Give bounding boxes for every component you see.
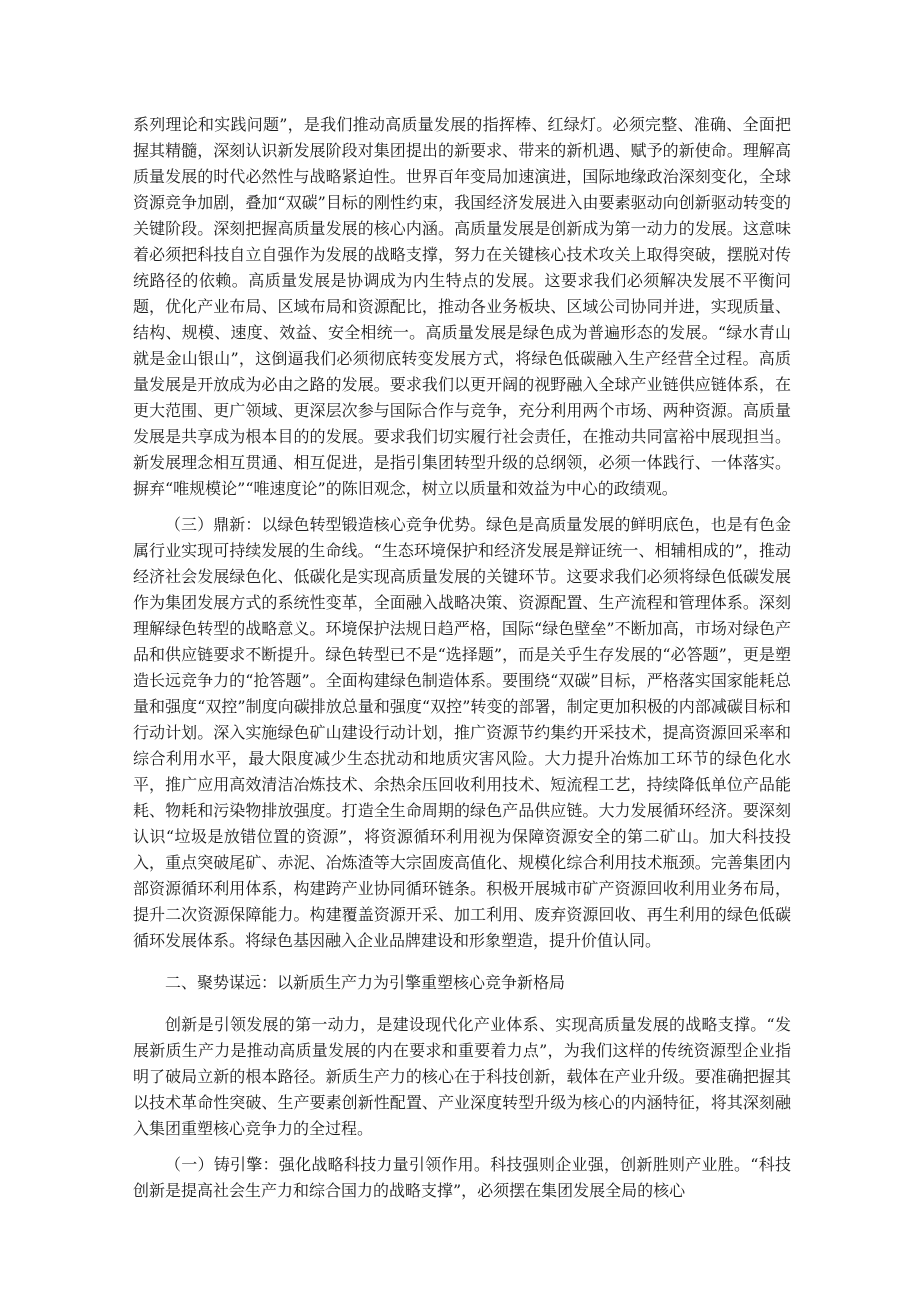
paragraph-tech-engine: （一）铸引擎：强化战略科技力量引领作用。科技强则企业强，创新胜则产业胜。“科技创新是提高社会生产力和综合国力的战略支撑”，必须摆在集团发展全局的核心 xyxy=(133,1155,791,1200)
paragraph-high-quality-development: 系列理论和实践问题”，是我们推动高质量发展的指挥棒、红绿灯。必须完整、准确、全面把握其精髓，深刻认识新发展阶段对集团提出的新要求、带来的新机遇、赋予的新使命。理解高质量发展的时代必然性与战略紧迫性。世界百年变局加速演进，国际地缘政治深刻变化，全球资源竞争加剧，叠加“双碳”目标的刚性约束，我国经济发展进入由要素驱动向创新驱动转变的关键阶段。深刻把握高质量发展的核心内涵。高质量发展是创新成为第一动力的发展。这意味着必须把科技自立自强作为发展的战略支撑，努力在关键核心技术攻关上取得突破，摆脱对传统路径的依赖。高质量发展是协调成为内生特点的发展。这要求我们必须解决发展不平衡问题，优化产业布局、区域布局和资源配比，推动各业务板块、区域公司协同并进，实现质量、结构、规模、速度、效益、安全相统一。高质量发展是绿色成为普遍形态的发展。“绿水青山就是金山银山”，这倒逼我们必须彻底转变发展方式，将绿色低碳融入生产经营全过程。高质量发展是开放成为必由之路的发展。要求我们以更开阔的视野融入全球产业链供应链体系，在更大范围、更广领域、更深层次参与国际合作与竞争，充分利用两个市场、两种资源。高质量发展是共享成为根本目的的发展。要求我们切实履行社会责任，在推动共同富裕中展现担当。新发展理念相互贯通、相互促进，是指引集团转型升级的总纲领，必须一体践行、一体落实。摒弃“唯规模论”“唯速度论”的陈旧观念，树立以质量和效益为中心的政绩观。 xyxy=(133,115,791,498)
document-page xyxy=(133,112,791,1204)
paragraph-new-productivity: 创新是引领发展的第一动力，是建设现代化产业体系、实现高质量发展的战略支撑。“发展新质生产力是推动高质量发展的内在要求和重要着力点”，为我们这样的传统资源型企业指明了破局立新的根本路径。新质生产力的核心在于科技创新，载体在产业升级。要准确把握其以技术革命性突破、生产要素创新性配置、产业深度转型升级为核心的内涵特征，将其深刻融入集团重塑核心竞争力的全过程。 xyxy=(133,1015,791,1138)
paragraph-green-transformation: （三）鼎新：以绿色转型锻造核心竞争优势。绿色是高质量发展的鲜明底色，也是有色金属行业实现可持续发展的生命线。“生态环境保护和经济发展是辩证统一、相辅相成的”，推动经济社会发展绿色化、低碳化是实现高质量发展的关键环节。这要求我们必须将绿色低碳发展作为集团发展方式的系统性变革，全面融入战略决策、资源配置、生产流程和管理体系。深刻理解绿色转型的战略意义。环境保护法规日趋严格，国际“绿色壁垒”不断加高，市场对绿色产品和供应链要求不断提升。绿色转型已不是“选择题”，而是关乎生存发展的“必答题”，更是塑造长远竞争力的“抢答题”。全面构建绿色制造体系。要围绕“双碳”目标，严格落实国家能耗总量和强度“双控”制度向碳排放总量和强度“双控”转变的部署，制定更加积极的内部减碳目标和行动计划。深入实施绿色矿山建设行动计划，推广资源节约集约开采技术，提高资源回采率和综合利用水平，最大限度减少生态扰动和地质灾害风险。大力提升冶炼加工环节的绿色化水平，推广应用高效清洁冶炼技术、余热余压回收利用技术、短流程工艺，持续降低单位产品能耗、物耗和污染物排放强度。打造全生命周期的绿色产品供应链。大力发展循环经济。要深刻认识“垃圾是放错位置的资源”，将资源循环利用视为保障资源安全的第二矿山。加大科技投入，重点突破尾矿、赤泥、冶炼渣等大宗固废高值化、规模化综合利用技术瓶颈。完善集团内部资源循环利用体系，构建跨产业协同循环链条。积极开展城市矿产资源回收利用业务布局，提升二次资源保障能力。构建覆盖资源开采、加工利用、废弃资源回收、再生利用的绿色低碳循环发展体系。将绿色基因融入企业品牌建设和形象塑造，提升价值认同。 xyxy=(133,515,791,950)
section-heading: 二、聚势谋远：以新质生产力为引擎重塑核心竞争新格局 xyxy=(165,973,566,992)
